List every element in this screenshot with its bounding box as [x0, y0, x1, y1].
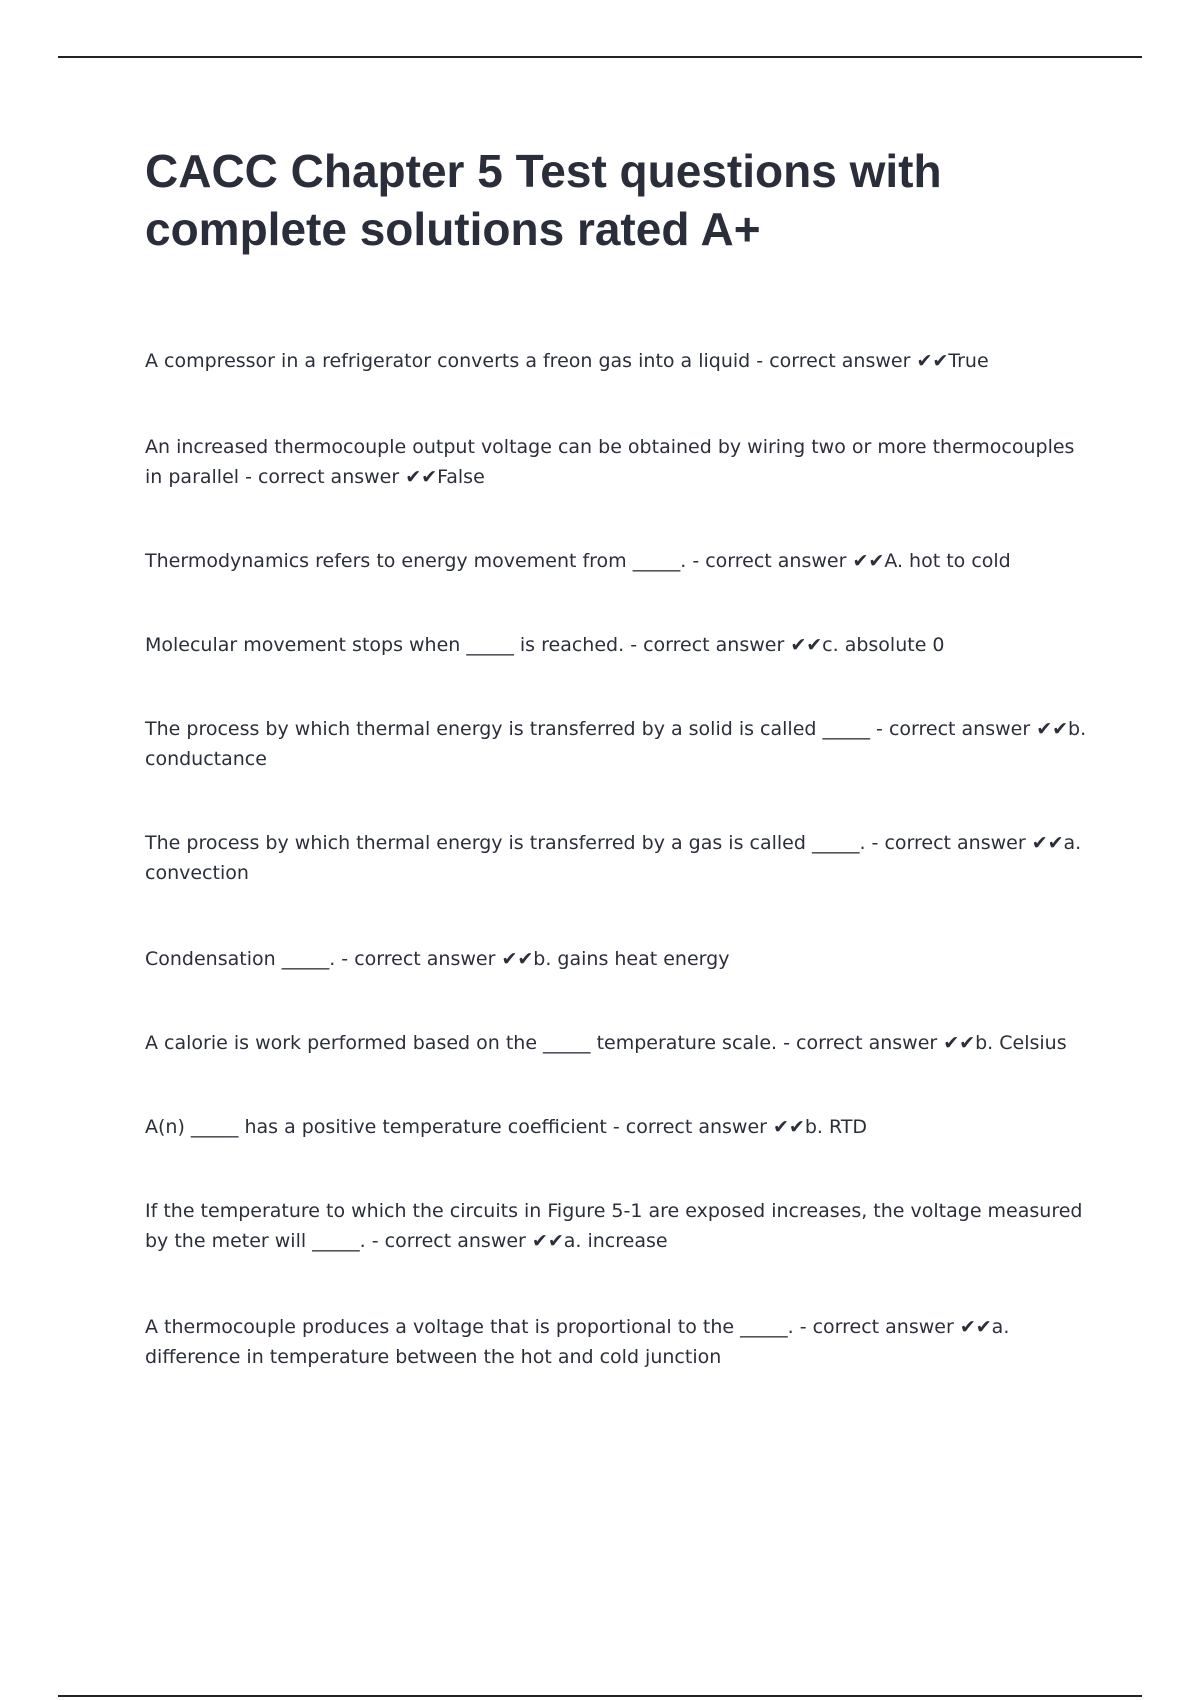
qa-item — [145, 630, 1090, 660]
question-text: If the temperature to which the circuits in Figure 5-1 are exposed increases, the voltage measured by the meter will _____. — [145, 1200, 1083, 1252]
answer-text: c. absolute 0 — [822, 634, 945, 656]
answer-marker: - correct answer — [612, 1116, 767, 1138]
answer-text: a. increase — [563, 1230, 668, 1252]
qa-item — [145, 714, 1090, 774]
question-text: A thermocouple produces a voltage that is proportional to the _____. — [145, 1316, 794, 1338]
qa-item — [145, 546, 1090, 576]
answer-marker: - correct answer — [371, 1230, 526, 1252]
header-rule — [58, 56, 1142, 58]
check-marks-icon: ✔✔ — [773, 1116, 805, 1138]
answer-marker: - correct answer — [799, 1316, 954, 1338]
check-marks-icon: ✔✔ — [1031, 832, 1064, 854]
answer-text: a. convection — [145, 832, 1082, 884]
question-text: A(n) _____ has a positive temperature coefficient — [145, 1116, 607, 1138]
answer-text: b. RTD — [804, 1116, 868, 1138]
qa-item — [145, 1112, 1090, 1142]
qa-item — [145, 1028, 1090, 1058]
question-text: A compressor in a refrigerator converts a freon gas into a liquid — [145, 350, 751, 372]
answer-text: b. Celsius — [975, 1032, 1067, 1054]
check-marks-icon: ✔✔ — [959, 1316, 992, 1338]
question-text: The process by which thermal energy is transferred by a gas is called _____. — [145, 832, 866, 854]
answer-text: A. hot to cold — [884, 550, 1011, 572]
qa-item — [145, 944, 1090, 974]
footer-rule — [58, 1695, 1142, 1697]
answer-text: b. gains heat energy — [533, 948, 730, 970]
answer-marker: - correct answer — [245, 466, 400, 488]
check-marks-icon: ✔✔ — [501, 948, 534, 970]
question-text: Condensation _____. — [145, 948, 336, 970]
question-text: An increased thermocouple output voltage can be obtained by wiring two or more thermocouples in parallel — [145, 436, 1075, 488]
answer-marker: - correct answer — [871, 832, 1026, 854]
answer-text: True — [948, 350, 989, 372]
qa-list — [145, 346, 1090, 1372]
question-text: Molecular movement stops when _____ is reached. — [145, 634, 625, 656]
answer-marker: - correct answer — [756, 350, 911, 372]
qa-item — [145, 346, 1090, 376]
answer-marker: - correct answer — [630, 634, 785, 656]
check-marks-icon: ✔✔ — [405, 466, 438, 488]
answer-marker: - correct answer — [341, 948, 496, 970]
question-text: Thermodynamics refers to energy movement from _____. — [145, 550, 687, 572]
check-marks-icon: ✔✔ — [531, 1230, 564, 1252]
check-marks-icon: ✔✔ — [852, 550, 885, 572]
question-text: The process by which thermal energy is transferred by a solid is called _____ — [145, 718, 870, 740]
answer-marker: - correct answer — [783, 1032, 938, 1054]
check-marks-icon: ✔✔ — [943, 1032, 976, 1054]
page-title: CACC Chapter 5 Test questions with complete solutions rated A+ — [145, 145, 942, 255]
question-text: A calorie is work performed based on the _____ temperature scale. — [145, 1032, 778, 1054]
check-marks-icon: ✔✔ — [790, 634, 823, 656]
qa-item — [145, 432, 1090, 492]
qa-item — [145, 1312, 1090, 1372]
answer-text: a. difference in temperature between the hot and cold junction — [145, 1316, 1010, 1368]
check-marks-icon: ✔✔ — [916, 350, 949, 372]
answer-marker: - correct answer — [692, 550, 847, 572]
answer-text: False — [437, 466, 485, 488]
answer-marker: - correct answer — [876, 718, 1031, 740]
answer-text: b. conductance — [145, 718, 1087, 770]
qa-item — [145, 1196, 1090, 1256]
check-marks-icon: ✔✔ — [1036, 718, 1069, 740]
qa-item — [145, 828, 1090, 888]
